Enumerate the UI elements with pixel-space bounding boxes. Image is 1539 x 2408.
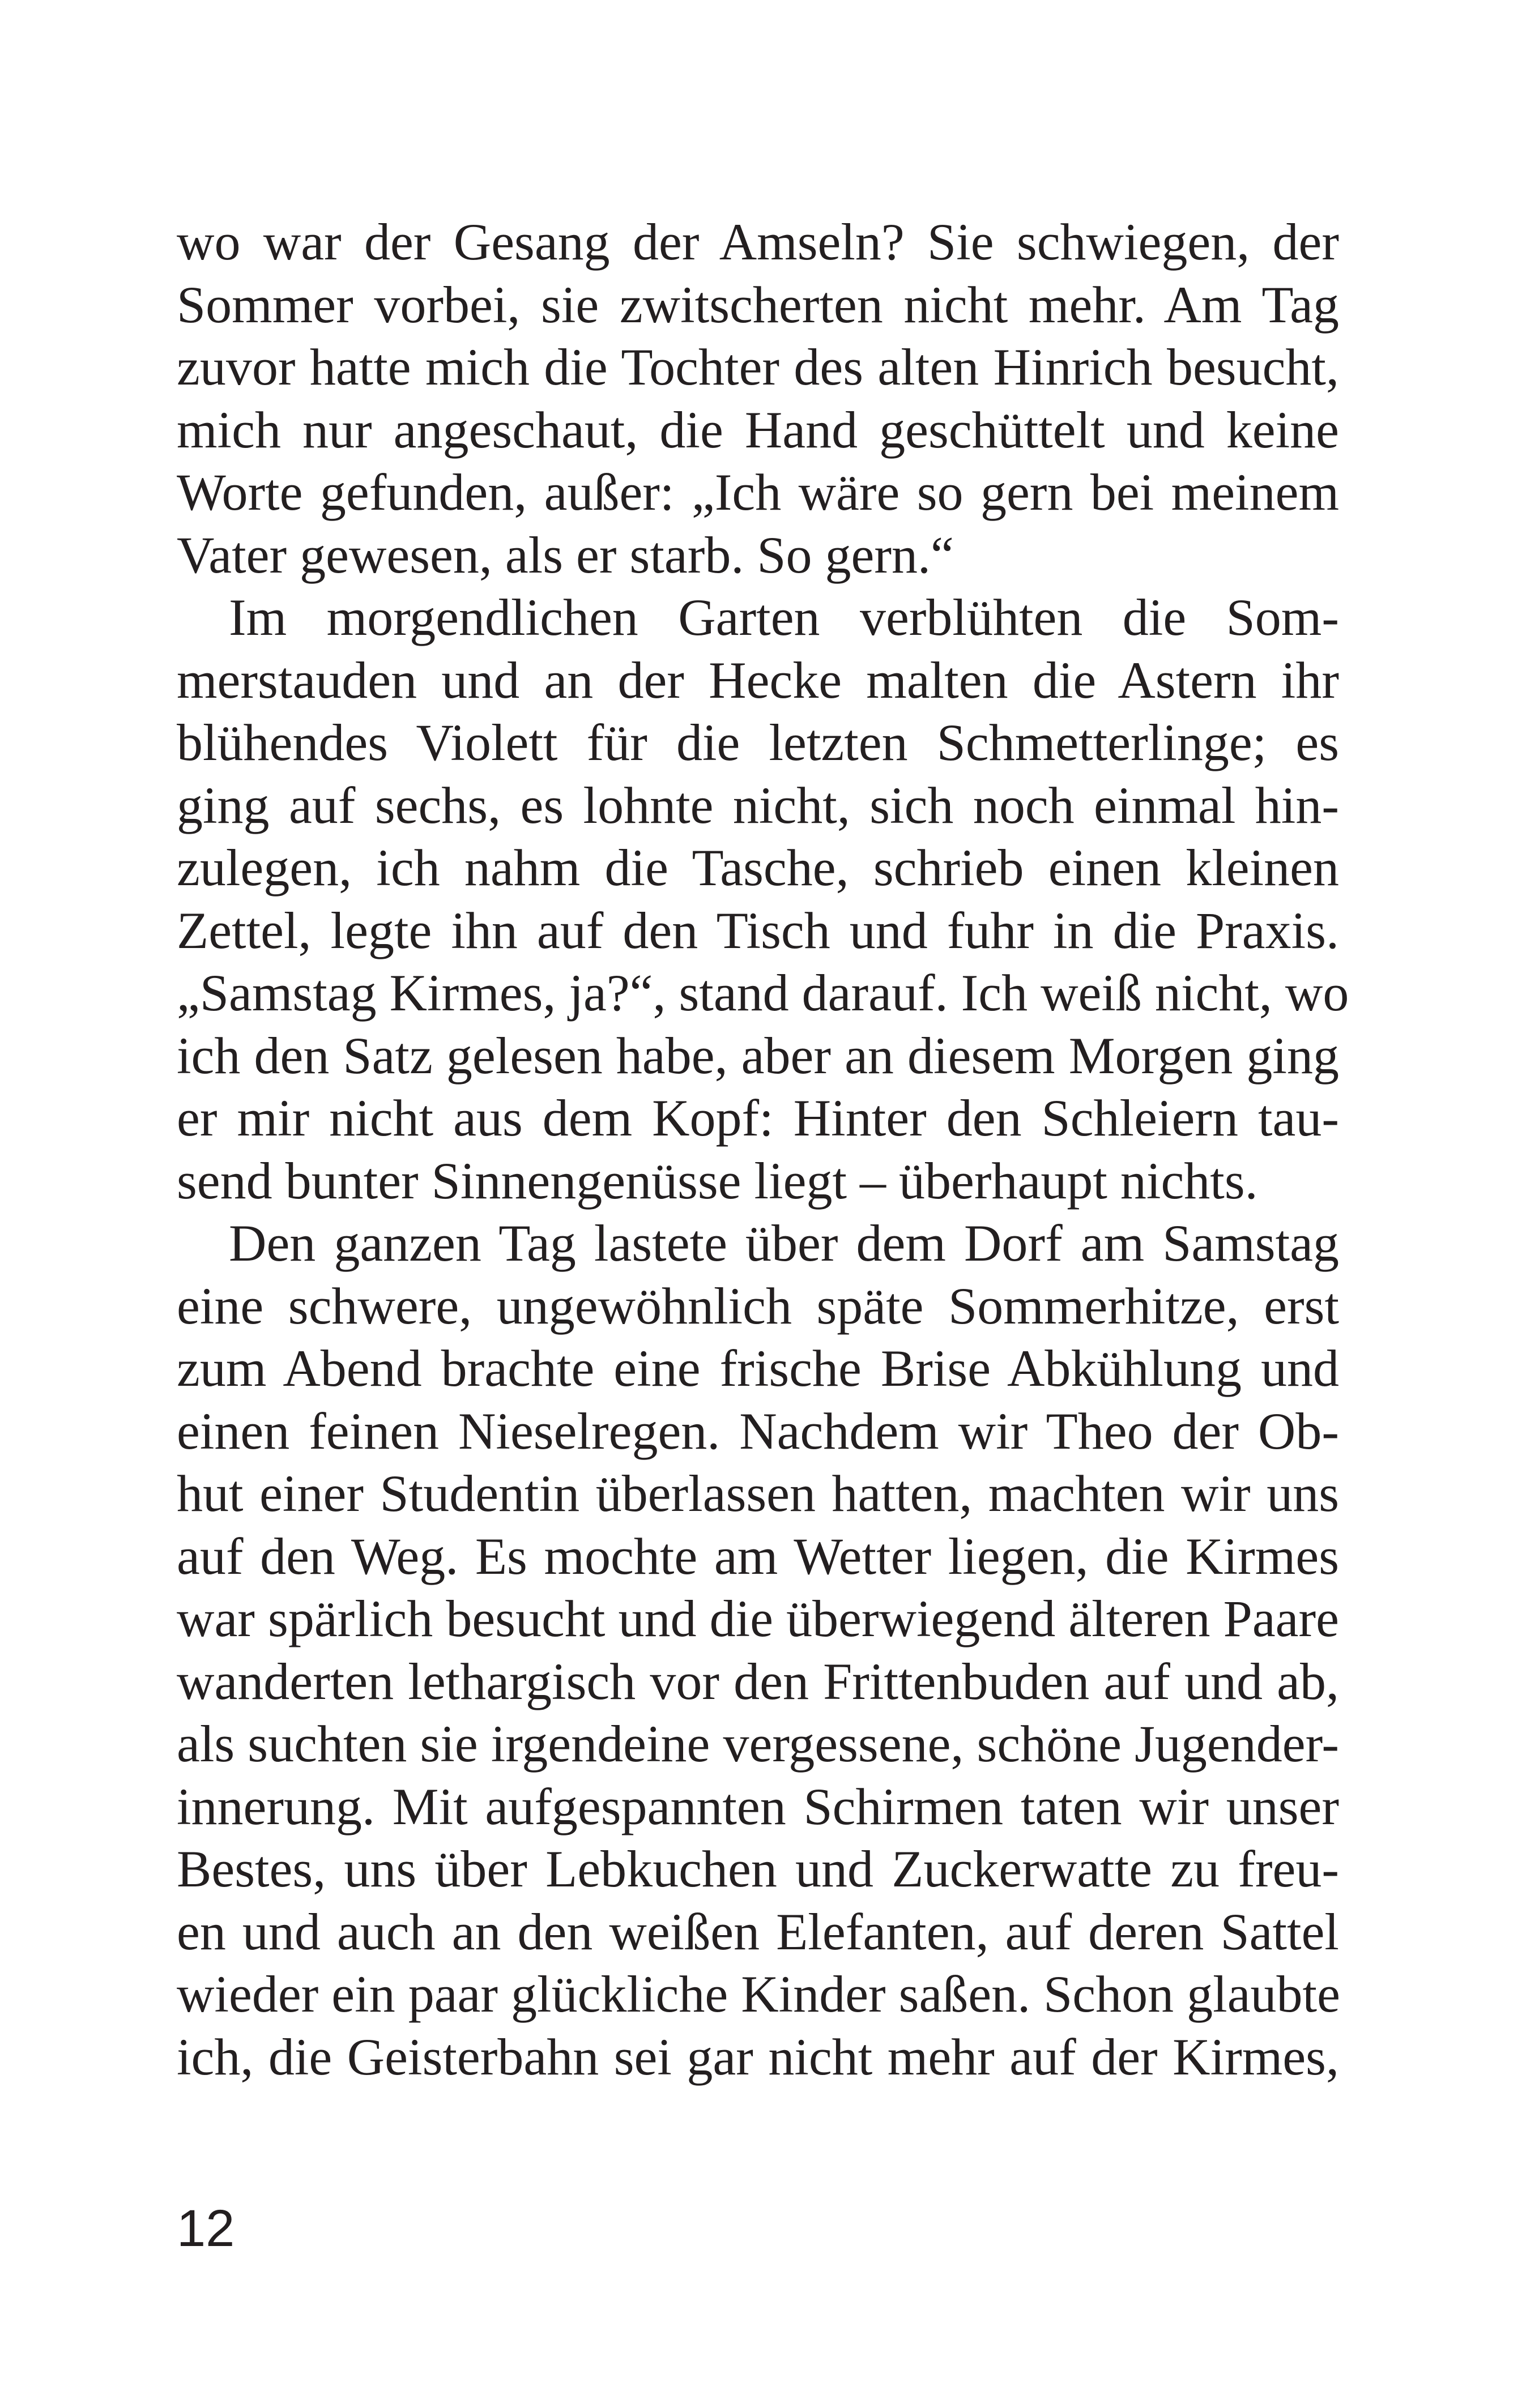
paragraph [177,586,1349,1212]
paragraph [177,1212,1339,2088]
text-line: Sommer vorbei, sie zwitscherten nicht mehr. Am Tag [177,275,1339,334]
text-line: wieder ein paar glückliche Kinder saßen. Schon glaubte [177,1965,1340,2023]
text-line: en und auch an den weißen Elefanten, auf deren Sattel [177,1902,1339,1961]
text-line: blühendes Violett für die letzten Schmetterlinge; es [177,714,1339,771]
text-line: ich den Satz gelesen habe, aber an diesem Morgen ging [177,1026,1339,1085]
text-line: war spärlich besucht und die überwiegend älteren Paare [177,1590,1339,1647]
text-line: eine schwere, ungewöhnlich späte Sommerhitze, erst [177,1276,1339,1335]
text-line: wanderten lethargisch vor den Frittenbuden auf und ab, [177,1652,1339,1710]
body-text [177,211,1349,2088]
text-line: als suchten sie irgendeine vergessene, schöne Jugender- [177,1715,1339,1773]
text-line: zuvor hatte mich die Tochter des alten Hinrich besucht, [177,338,1339,396]
text-line: einen feinen Nieselregen. Nachdem wir Theo der Ob- [177,1402,1339,1460]
text-line: auf den Weg. Es mochte am Wetter liegen, die Kirmes [177,1527,1339,1585]
text-line: Im morgendlichen Garten verblühten die Som- [229,588,1339,646]
text-line: mich nur angeschaut, die Hand geschüttelt und keine [177,400,1339,459]
paragraph [177,211,1339,586]
text-line: Worte gefunden, außer: „Ich wäre so gern bei meinem [177,463,1339,521]
text-line: merstauden und an der Hecke malten die Astern ihr [177,651,1339,709]
text-line: ich, die Geisterbahn sei gar nicht mehr auf der Kirmes, [177,2027,1339,2086]
text-line: Den ganzen Tag lastete über dem Dorf am Samstag [229,1214,1339,1272]
text-line: innerung. Mit aufgespannten Schirmen taten wir unser [177,1777,1339,1835]
text-line: hut einer Studentin überlassen hatten, machten wir uns [177,1465,1339,1522]
text-line: Bestes, uns über Lebkuchen und Zuckerwatte zu freu- [177,1840,1339,1898]
text-line: „Samstag Kirmes, ja?“, stand darauf. Ich weiß nicht, wo [177,964,1349,1022]
text-line: er mir nicht aus dem Kopf: Hinter den Schleiern tau- [177,1089,1339,1147]
page-number: 12 [177,2200,235,2257]
text-line: Vater gewesen, als er starb. So gern.“ [177,526,954,584]
text-line: Zettel, legte ihn auf den Tisch und fuhr in die Praxis. [177,901,1339,959]
text-line: wo war der Gesang der Amseln? Sie schwiegen, der [177,213,1339,271]
text-line: zum Abend brachte eine frische Brise Abkühlung und [177,1339,1339,1397]
text-line: ging auf sechs, es lohnte nicht, sich noch einmal hin- [177,776,1339,834]
text-line: zulegen, ich nahm die Tasche, schrieb einen kleinen [177,839,1339,896]
text-line: send bunter Sinnengenüsse liegt – überhaupt nichts. [177,1151,1258,1210]
